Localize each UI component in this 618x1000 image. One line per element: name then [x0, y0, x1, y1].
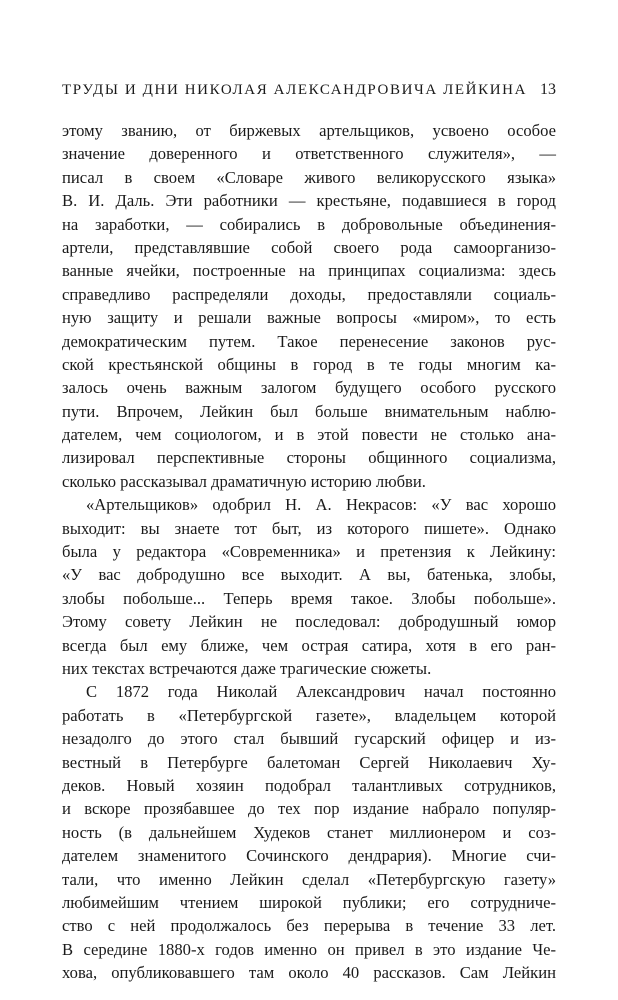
page-number: 13 [540, 81, 556, 98]
text-line: Этому совету Лейкин не последовал: добродушный юмор [62, 612, 556, 632]
text-line: В середине 1880-х годов именно он привел в это издание Че- [62, 939, 556, 959]
text-line: ванные ячейки, построенные на принципах социализма: здесь [62, 261, 556, 281]
text-line: незадолго до этого стал бывший гусарский офицер и из- [62, 729, 556, 749]
text-line: залось очень важным залогом будущего особого русского [62, 378, 556, 398]
text-line: «У вас добродушно все выходит. А вы, батенька, злобы, [62, 565, 556, 585]
text-line: дателем, чем социологом, и в этой повести не столько ана- [62, 425, 556, 445]
text-line: злобы побольше... Теперь время такое. Злобы побольше». [62, 588, 556, 608]
text-line: ность (в дальнейшем Худеков станет миллионером и соз- [62, 822, 556, 842]
text-line: дателем знаменитого Сочинского дендрария). Многие счи- [62, 846, 556, 866]
text-line: деков. Новый хозяин подобрал талантливых сотрудников, [62, 775, 556, 795]
text-line: выходит: вы знаете тот быт, из которого пишете». Однако [62, 518, 556, 538]
text-line: хова, опубликовавшего там около 40 рассказов. Сам Лейкин [62, 963, 556, 983]
text-line: В. И. Даль. Эти работники — крестьяне, подавшиеся в город [62, 191, 556, 211]
text-line: демократическим путем. Такое перенесение законов рус- [62, 331, 556, 351]
running-header [62, 80, 556, 100]
text-line: ную защиту и решали важные вопросы «миром», то есть [62, 308, 556, 328]
text-line: и вскоре прозябавшее до тех пор издание набрало популяр- [62, 799, 556, 819]
text-line: вестный в Петербурге балетоман Сергей Николаевич Ху- [62, 752, 556, 772]
text-line: артели, представлявшие собой своего рода самоорганизо- [62, 237, 556, 257]
text-line: ской крестьянской общины в город в те годы многим ка- [62, 354, 556, 374]
text-line: значение доверенного и ответственного служителя», — [62, 144, 556, 164]
text-line: пути. Впрочем, Лейкин был больше внимательным наблю- [62, 401, 556, 421]
text-line: работать в «Петербургской газете», владельцем которой [62, 705, 556, 725]
text-line: сколько рассказывал драматичную историю любви. [62, 471, 426, 491]
running-title: ТРУДЫ И ДНИ НИКОЛАЯ АЛЕКСАНДРОВИЧА ЛЕЙКИНА [62, 82, 528, 98]
text-line: лизировал перспективные стороны общинного социализма, [62, 448, 556, 468]
text-line: ство с ней продолжалось без перерыва в течение 33 лет. [62, 916, 556, 936]
text-line: писал в своем «Словаре живого великорусского языка» [62, 167, 556, 187]
text-line: всегда был ему ближе, чем острая сатира, хотя в его ран- [62, 635, 556, 655]
text-line: любимейшим чтением широкой публики; его сотрудниче- [62, 892, 556, 912]
body-text [62, 119, 556, 984]
text-line: справедливо распределяли доходы, предоставляли социаль- [62, 284, 556, 304]
text-line: была у редактора «Современника» и претензия к Лейкину: [62, 542, 556, 562]
text-line: этому званию, от биржевых артельщиков, усвоено особое [62, 121, 556, 140]
text-line: тали, что именно Лейкин сделал «Петербургскую газету» [62, 869, 556, 889]
text-line: «Артельщиков» одобрил Н. А. Некрасов: «У вас хорошо [86, 495, 556, 515]
text-line: на заработки, — собирались в добровольные объединения- [62, 214, 556, 234]
text-line: них текстах встречаются даже трагические сюжеты. [62, 658, 432, 678]
text-line: С 1872 года Николай Александрович начал постоянно [86, 682, 556, 702]
